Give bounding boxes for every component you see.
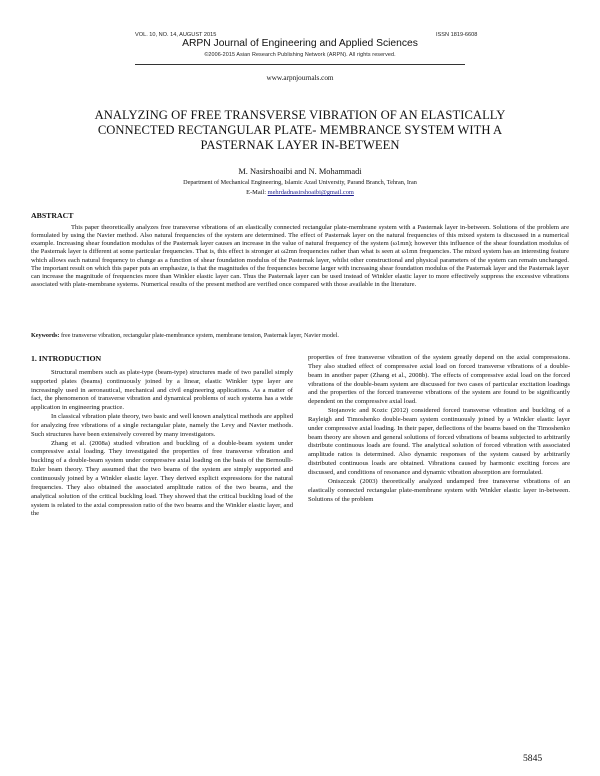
paragraph: Stojanovic and Kozic (2012) considered forced transverse vibration and buckling of a Rayleigh and Timoshenko double-beam system continuously joined by a Winkler elastic layer under compressive axial loading. In their paper, deflections of the beams based on the Timoshenko beam theory are shown and general solutions of forced vibrations of beams subjected to arbitrarily distribute continuous loads are found. The analytical solution of forced vibration with associated amplitude ratios is determined. Also dynamic responses of the system caused by arbitrarily distributed continuous loads are obtained. Vibrations caused by harmonic exciting forces are discussed, and conditions of resonance and dynamic vibration absorption are formulated. — [308, 407, 570, 476]
left-column — [31, 355, 293, 519]
volume-info: VOL. 10, NO. 14, AUGUST 2015 — [135, 32, 217, 38]
paragraph: Zhang et al. (2008a) studied vibration and buckling of a double-beam system under compressive axial loading. They investigated the properties of free transverse vibration and buckling of a double-beam system under compressive axial loading on the basis of the Bernoulli-Euler beam theory. They assumed that the two beams of the system are simply supported and continuously joined by a Winkler elastic layer. They derived explicit expressions for the natural frequencies. They also obtained the associated amplitude ratios of the two beams, and the analytical solution of the critical buckling load. They showed that the critical buckling load of the system is related to the axial compression ratio of the two beams and the Winkler elastic layer, and the — [31, 439, 293, 518]
keywords-label: Keywords: — [31, 333, 60, 339]
keywords — [31, 333, 571, 339]
abstract-text: This paper theoretically analyzes free transverse vibrations of an elastically connected rectangular plate-membrane system with a Pasternak layer in-between. Solutions of the problem are formulated by using the Navier method. Also natural frequencies of the system are determined. The effect of Pasternak layer on the natural frequencies of this mixed system is discussed in a numerical example. Increasing shear foundation modulus of the Pasternak layer causes an increase in the value of natural frequency of the system (ω1mn); however this influence of the shear foundation modulus of the Pasternak layer is different at some particular frequencies. That is, this effect is stronger at ω2mn frequencies rather than what is seen at ω1mn frequencies. The mixed system has an interesting feature which allows each natural frequency to change as a function of shear foundation modulus of the Pasternak layer, whilst other constructional and physical parameters of the system can remain unchanged. The important result on which this paper puts an emphasize, is that the magnitudes of the frequencies become larger with increasing shear foundation modulus of the Pasternak layer and the Pasternak layer can increase the magnitude of frequencies more than Winkler elastic layer can. Thus the Pasternak layer can be used instead of Winkler elastic layer to more effectively suppress the excessive vibrations associated with plate-membrane systems. Numerical results of the present method are verified once compared with those available in the literature. — [31, 224, 569, 289]
authors: M. Nasirshoaibi and N. Mohammadi — [238, 167, 362, 176]
paragraph: In classical vibration plate theory, two basic and well known analytical methods are applied for analyzing free vibrations of a single rectangular plate, namely the Levy and Navier methods. Such structures have been extensively covered by many investigators. — [31, 413, 293, 438]
paper-title: ANALYZING OF FREE TRANSVERSE VIBRATION OF AN ELASTICALLY CONNECTED RECTANGULAR PLATE- MEMBRANCE SYSTEM WITH A PASTERNAK LAYER IN-BETWEEN — [94, 108, 506, 152]
email-link[interactable]: mehrdadnasirshoaibi@gmail.com — [267, 189, 354, 196]
abstract-heading: ABSTRACT — [31, 211, 74, 220]
section-heading-introduction: 1. INTRODUCTION — [31, 354, 102, 363]
keywords-text: free transverse vibration, rectangular plate-membrance system, membrane tension, Pasternak layer, Navier model. — [60, 333, 339, 339]
right-column — [308, 354, 570, 504]
issn: ISSN 1819-6608 — [436, 32, 478, 38]
paragraph: Structural members such as plate-type (beam-type) structures made of two parallel simply supported plates (beams) continuously joined by a linear, elastic Winkler type layer are increasingly used in aeronautical, mechanical and civil engineering applications. As a matter of fact, the phenomenon of transverse vibration and dynamical problems of such systems has a wide application in engineering practice. — [31, 368, 293, 412]
journal-header — [0, 0, 600, 68]
email-label: E-Mail: — [246, 189, 266, 196]
paragraph: Oniszczuk (2003) theoretically analyzed undamped free transverse vibrations of an elastically connected rectangular plate-membrane system with Winkler elastic layer in-between. Solutions of the problem — [308, 477, 570, 503]
page-number: 5845 — [523, 753, 543, 764]
journal-name: ARPN Journal of Engineering and Applied Sciences — [182, 38, 418, 49]
affiliation: Department of Mechanical Engineering, Islamic Azad University, Parand Branch, Tehran, Iran — [183, 179, 417, 186]
paragraph: properties of free transverse vibration of the system greatly depend on the axial compressions. They also studied effect of compressive axial load on forced transverse vibrations of a double-beam in another paper (Zhang et al., 2008b). The effects of compressive axial load on the forced vibrations of the double-beam system are discussed for two cases of particular excitation loadings and the properties of the forced transverse vibrations of the system are found to be significantly dependent on the compressive axial load. — [308, 354, 570, 406]
email-line — [0, 189, 600, 196]
copyright-line: ©2006-2015 Asian Research Publishing Network (ARPN). All rights reserved. — [204, 52, 396, 58]
header-divider — [135, 64, 465, 65]
journal-website[interactable]: www.arpnjournals.com — [266, 74, 334, 82]
